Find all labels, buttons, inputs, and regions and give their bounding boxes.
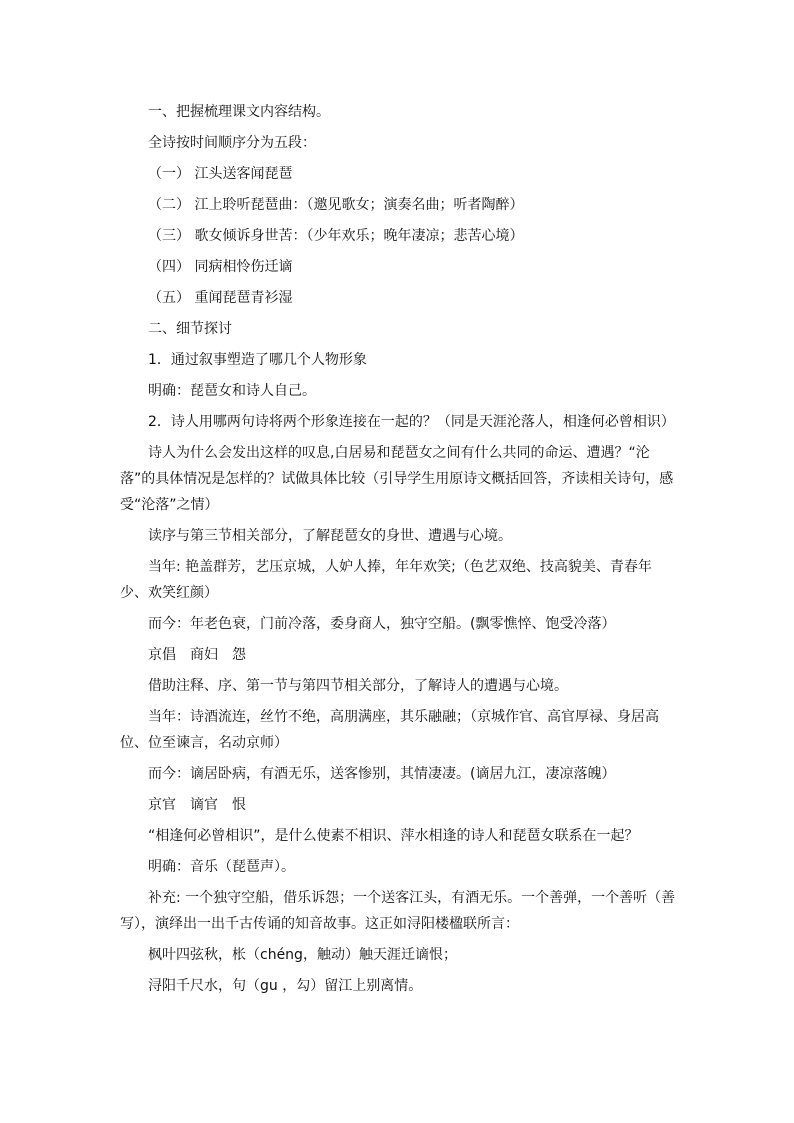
poet-past: 当年：诗酒流连，丝竹不绝，高朋满座，其乐融融；（京城作官、高官厚禄、身居高位、位至谏言，名动京师） [120, 709, 659, 751]
answer-3: 明确：音乐（琵琶声）。 [148, 859, 295, 875]
supplement: 补充: 一个独守空船，借乐诉怨；一个送客江头，有酒无乐。一个善弹，一个善听（善写），演绎出一出千古传诵的知音故事。这正如浔阳楼楹联所言： [120, 890, 676, 932]
summary-term: 恨 [232, 797, 246, 813]
pipa-past: 当年: 艳盖群芳，艺压京城，人妒人捧，年年欢笑;（色艺双绝、技高貌美、青春年少、欢笑红颜） [120, 559, 652, 601]
part-4: （四） 同病相怜伤迁谪 [148, 259, 293, 275]
question-1: 1．通过叙事塑造了哪几个人物形象 [148, 352, 367, 368]
question-2-discussion: 诗人为什么会发出这样的叹息,白居易和琵琶女之间有什么共同的命运、遭遇？“沦落”的具体情况是怎样的？试做具体比较（引导学生用原诗文概括回答，齐读相关诗句，感受“沦落”之情） [120, 445, 674, 513]
part-5: （五） 重闻琵琶青衫湿 [148, 290, 293, 306]
summary-term: 谪官 [190, 797, 218, 813]
pipa-summary [120, 640, 676, 671]
section-1-intro: 全诗按时间顺序分为五段： [148, 135, 316, 151]
part-3: （三） 歌女倾诉身世苦：（少年欢乐；晚年凄凉；悲苦心境） [148, 228, 524, 244]
couplet-line-2: 浔阳千尺水，句（gu ，勾）留江上别离情。 [148, 978, 423, 994]
part-1: （一） 江头送客闻琵琶 [148, 166, 293, 182]
pipa-intro: 读序与第三节相关部分，了解琵琶女的身世、遭遇与心境。 [148, 528, 512, 544]
poet-intro: 借助注释、序、第一节与第四节相关部分，了解诗人的遭遇与心境。 [148, 678, 568, 694]
answer-1: 明确：琵琶女和诗人自己。 [148, 383, 316, 399]
pipa-now: 而今：年老色衰，门前冷落，委身商人，独守空船。(飘零憔悴、饱受冷落） [148, 616, 616, 632]
summary-term: 京官 [148, 797, 176, 813]
poet-summary [120, 790, 676, 821]
summary-term: 怨 [232, 647, 246, 663]
summary-term: 商妇 [190, 647, 218, 663]
question-2: 2．诗人用哪两句诗将两个形象连接在一起的？（同是天涯沦落人，相逢何必曾相识） [148, 414, 675, 430]
section-1-heading: 一、把握梳理课文内容结构。 [148, 104, 330, 120]
poet-now: 而今：谪居卧病，有酒无乐，送客惨别，其情凄凄。(谪居九江，凄凉落魄） [148, 766, 616, 782]
part-2: （二） 江上聆听琵琶曲：（邀见歌女；演奏名曲；听者陶醉） [148, 197, 524, 213]
question-3: “相逢何必曾相识”，是什么使素不相识、萍水相逢的诗人和琵琶女联系在一起？ [148, 828, 639, 844]
couplet-line-1: 枫叶四弦秋，枨（chéng，触动）触天涯迁谪恨； [148, 947, 457, 963]
section-2-heading: 二、细节探讨 [148, 321, 232, 337]
summary-term: 京倡 [148, 647, 176, 663]
